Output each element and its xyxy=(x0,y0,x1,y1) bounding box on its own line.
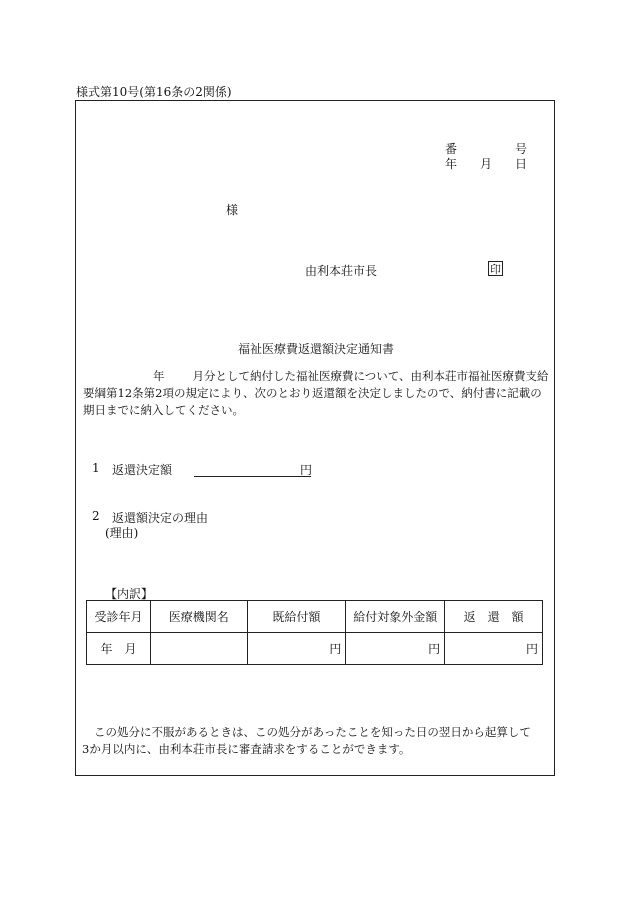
document-number-label-1: 番 xyxy=(445,142,458,156)
issuer-name: 由利本荘市長 xyxy=(305,264,378,278)
breakdown-table xyxy=(86,600,543,665)
cell-refund-yen: 円 xyxy=(445,633,543,665)
header-visit-month: 受診年月 xyxy=(87,601,151,633)
table-header-row xyxy=(87,601,543,633)
document-number-label-2: 号 xyxy=(515,142,528,156)
item1-label: 返還決定額 xyxy=(112,463,173,477)
addressee-suffix: 様 xyxy=(226,203,239,217)
amount-underline xyxy=(194,476,311,477)
cell-year-month: 年 月 xyxy=(87,633,151,665)
body-line2: 要綱第12条第2項の規定により、次のとおり返還額を決定しましたので、納付書に記載の xyxy=(83,386,542,400)
body-line3: 期日までに納入してください。 xyxy=(83,403,244,417)
item1-unit: 円 xyxy=(300,463,313,477)
body-paragraph xyxy=(83,368,549,419)
header-refund-amount: 返 還 額 xyxy=(445,601,543,633)
notice-line2: 3か月以内に、由利本荘市長に審査請求をすることができます。 xyxy=(82,742,411,756)
header-excluded-amount: 給付対象外金額 xyxy=(346,601,445,633)
cell-institution xyxy=(150,633,247,665)
reason-label: (理由) xyxy=(105,526,139,540)
document-title: 福祉医療費返還額決定通知書 xyxy=(238,342,395,356)
date-day-label: 日 xyxy=(515,157,528,171)
breakdown-label: 【内訳】 xyxy=(105,587,154,601)
date-year-label: 年 xyxy=(445,157,458,171)
table-row xyxy=(87,633,543,665)
date-month-label: 月 xyxy=(480,157,493,171)
item2-number: 2 xyxy=(92,509,100,523)
item2-label: 返還額決定の理由 xyxy=(112,511,209,525)
seal-box: 印 xyxy=(490,263,501,276)
cell-paid-yen: 円 xyxy=(247,633,346,665)
appeal-notice xyxy=(82,724,550,758)
cell-excluded-yen: 円 xyxy=(346,633,445,665)
form-number-label: 様式第10号(第16条の2関係) xyxy=(76,85,232,99)
notice-line1: この処分に不服があるときは、この処分があったことを知った日の翌日から起算して xyxy=(94,725,531,739)
body-year-label: 年 xyxy=(153,369,165,383)
header-institution: 医療機関名 xyxy=(150,601,247,633)
form-frame xyxy=(75,100,555,776)
body-line1: 月分として納付した福祉医療費について、由利本荘市福祉医療費支給 xyxy=(192,369,549,383)
header-paid-amount: 既給付額 xyxy=(247,601,346,633)
item1-number: 1 xyxy=(92,461,100,475)
